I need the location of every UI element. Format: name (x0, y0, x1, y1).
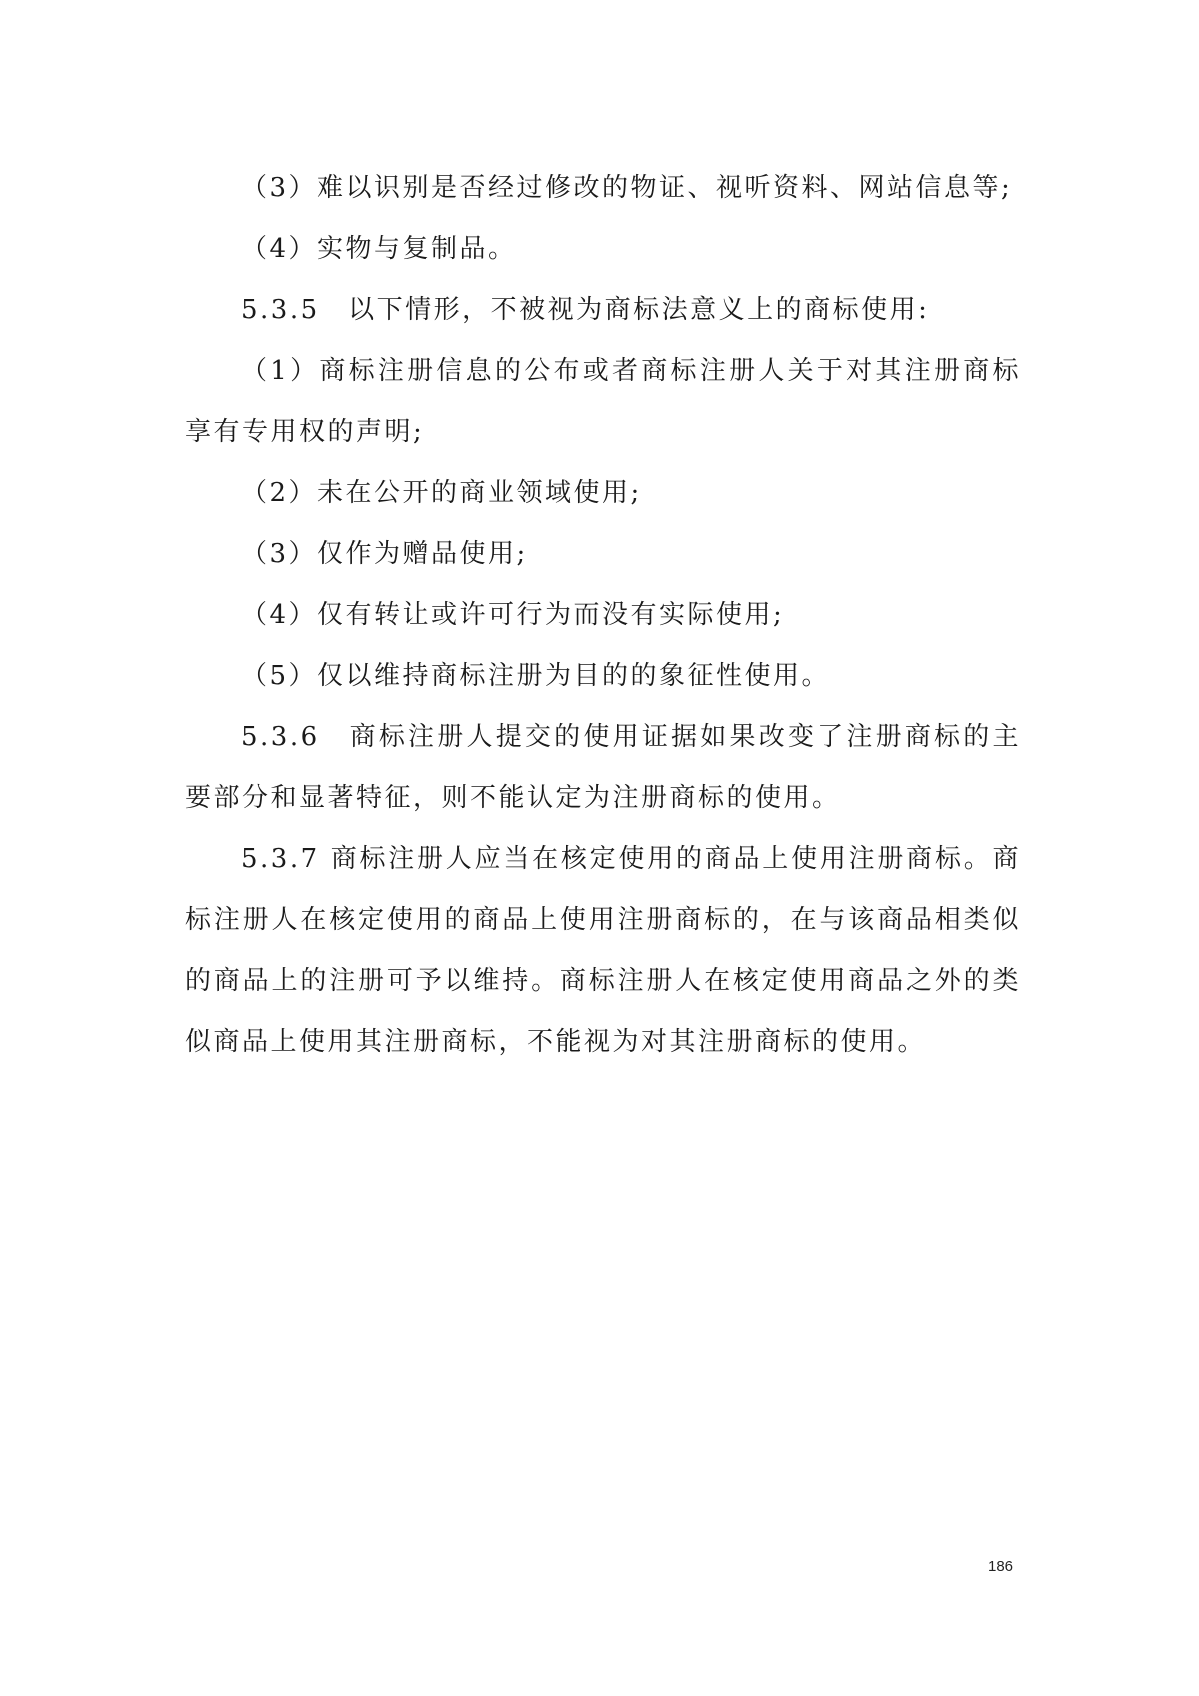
list-item-3: （3）仅作为赠品使用; (241, 539, 528, 569)
list-item-4: （4）仅有转让或许可行为而没有实际使用; (241, 600, 785, 630)
section-5-3-7: 5.3.7 商标注册人应当在核定使用的商品上使用注册商标。商标注册人在核定使用的商品上使用注册商标的，在与该商品相类似的商品上的注册可予以维持。商标注册人在核定使用商品之外的类似商品上使用其注册商标，不能视为对其注册商标的使用。 (185, 844, 1021, 1057)
paragraph-4-physical: （4）实物与复制品。 (241, 234, 517, 264)
section-5-3-5: 5.3.5 以下情形，不被视为商标法意义上的商标使用: (241, 295, 930, 325)
list-item-1: （1）商标注册信息的公布或者商标注册人关于对其注册商标享有专用权的声明; (185, 356, 1021, 447)
page-number: 186 (988, 1558, 1014, 1575)
section-5-3-6: 5.3.6 商标注册人提交的使用证据如果改变了注册商标的主要部分和显著特征，则不能认定为注册商标的使用。 (185, 722, 1021, 813)
document-body (185, 158, 1021, 1073)
paragraph-3-evidence: （3）难以识别是否经过修改的物证、视听资料、网站信息等; (241, 173, 1013, 203)
list-item-2: （2）未在公开的商业领域使用; (241, 478, 642, 508)
list-item-5: （5）仅以维持商标注册为目的的象征性使用。 (241, 661, 831, 691)
